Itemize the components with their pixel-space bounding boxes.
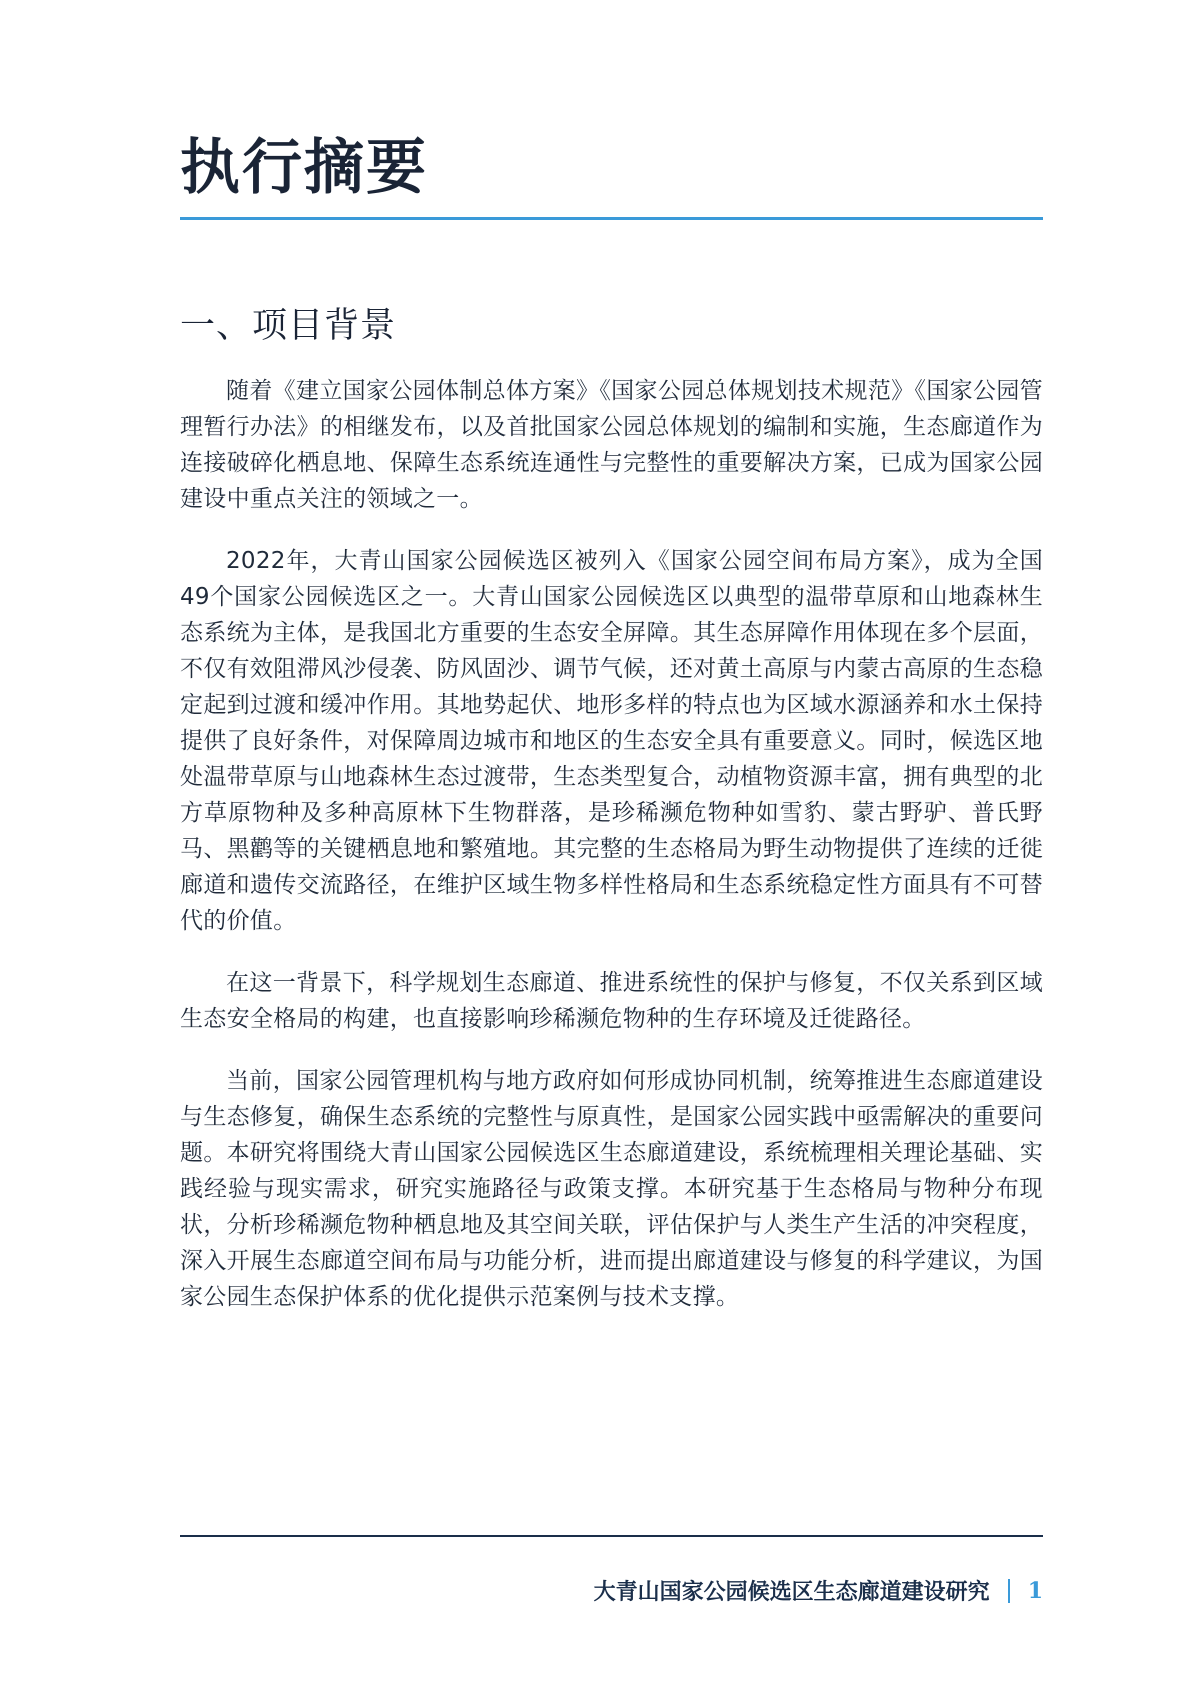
page-footer <box>594 1575 1043 1606</box>
footer-separator <box>1008 1579 1010 1603</box>
section-heading: 一、项目背景 <box>180 306 397 346</box>
page-number: 1 <box>1027 1577 1043 1604</box>
paragraph: 随着《建立国家公园体制总体方案》《国家公园总体规划技术规范》《国家公园管理暂行办法》的相继发布，以及首批国家公园总体规划的编制和实施，生态廊道作为连接破碎化栖息地、保障生态系统连通性与完整性的重要解决方案，已成为国家公园建设中重点关注的领域之一。 <box>180 378 1043 512</box>
page-title: 执行摘要 <box>180 133 428 203</box>
paragraph: 当前，国家公园管理机构与地方政府如何形成协同机制，统筹推进生态廊道建设与生态修复，确保生态系统的完整性与原真性，是国家公园实践中亟需解决的重要问题。本研究将围绕大青山国家公园候选区生态廊道建设，系统梳理相关理论基础、实践经验与现实需求，研究实施路径与政策支撑。本研究基于生态格局与物种分布现状，分析珍稀濒危物种栖息地及其空间关联，评估保护与人类生产生活的冲突程度，深入开展生态廊道空间布局与功能分析，进而提出廊道建设与修复的科学建议，为国家公园生态保护体系的优化提供示范案例与技术支撑。 <box>180 1068 1043 1310</box>
paragraph: 在这一背景下，科学规划生态廊道、推进系统性的保护与修复，不仅关系到区域生态安全格局的构建，也直接影响珍稀濒危物种的生存环境及迁徙路径。 <box>180 970 1043 1032</box>
body-text <box>180 373 1043 1341</box>
footer-document-title: 大青山国家公园候选区生态廊道建设研究 <box>593 1580 990 1605</box>
footer-divider <box>180 1535 1043 1537</box>
paragraph: 2022年，大青山国家公园候选区被列入《国家公园空间布局方案》，成为全国49个国家公园候选区之一。大青山国家公园候选区以典型的温带草原和山地森林生态系统为主体，是我国北方重要的生态安全屏障。其生态屏障作用体现在多个层面，不仅有效阻滞风沙侵袭、防风固沙、调节气候，还对黄土高原与内蒙古高原的生态稳定起到过渡和缓冲作用。其地势起伏、地形多样的特点也为区域水源涵养和水土保持提供了良好条件，对保障周边城市和地区的生态安全具有重要意义。同时，候选区地处温带草原与山地森林生态过渡带，生态类型复合，动植物资源丰富，拥有典型的北方草原物种及多种高原林下生物群落，是珍稀濒危物种如雪豹、蒙古野驴、普氏野马、黑鹳等的关键栖息地和繁殖地。其完整的生态格局为野生动物提供了连续的迁徙廊道和遗传交流路径，在维护区域生物多样性格局和生态系统稳定性方面具有不可替代的价值。 <box>180 548 1043 934</box>
title-divider <box>180 217 1043 220</box>
